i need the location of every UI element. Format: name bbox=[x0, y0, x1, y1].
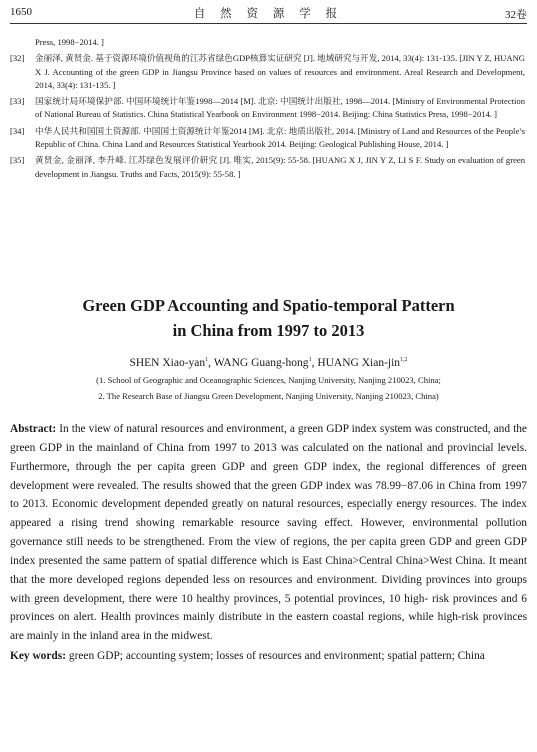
reference-text: Press, 1998−2014. ] bbox=[35, 37, 104, 47]
reference-item bbox=[10, 154, 525, 181]
reference-text: 黄贤金, 金丽泽, 李升峰. 江苏绿色发展评价研究 [J]. 唯实, 2015(9): 55-58. [HUANG X J, JIN Y Z, LI S F. Study on evaluation of green development in Jiangsu. Truths and Facts, 2015(9): 55-58. ] bbox=[35, 155, 525, 179]
abstract-text: In the view of natural resources and environment, a green GDP index system was constructed, and the green GDP in the mainland of China from 1997 to 2013 was calculated on the national and provincial levels. Furthermore, through the per capita green GDP and green GDP index, the regional differences of green development were revealed. The results showed that the green GDP index was 78.99−87.06 in China from 1997 to 2013. Economic development depended greatly on natural resources, especially energy resources. The index appeared a rising trend showing remarkable resource saving effect. However, environmental pollution governance still needs to be strengthened. From the view of regions, the per capita green GDP and green GDP index presented the same pattern of spatial difference which is East China>Central China>West China. It meant that the more developed regions depended less on resources and environment. Dividing provinces into groups with green development, there were 10 healthy provinces, 5 potential provinces, 10 high- risk provinces and 6 provinces on alert. Health provinces mainly distribute in the eastern coastal regions, while high-risk provinces are mainly in the inland area in the midwest. bbox=[10, 423, 527, 643]
reference-item bbox=[10, 36, 525, 49]
author-line bbox=[0, 357, 537, 369]
journal-name: 自 然 资 源 学 报 bbox=[193, 8, 344, 20]
keywords-paragraph bbox=[10, 647, 527, 666]
abstract-paragraph bbox=[10, 420, 527, 646]
affiliation: (1. School of Geographic and Oceanographic Sciences, Nanjing University, Nanjing 210023, China; bbox=[96, 375, 441, 385]
title-line: in China from 1997 to 2013 bbox=[172, 321, 365, 340]
reference-text: 金丽泽, 黄贤金. 基于资源环境价值视角的江苏省绿色GDP核算实证研究 [J]. 地域研究与开发, 2014, 33(4): 131-135. [JIN Y Z, HUANG X J. Accounting of the green GDP in Jiangsu Province based on values of resources and environment. Areal Research and Development, 2014, 33(4): 131-135. ] bbox=[35, 53, 525, 90]
author-affiliation-mark: 1 bbox=[308, 357, 312, 364]
author-affiliation-mark: 1,2 bbox=[400, 357, 408, 364]
page-number: 1650 bbox=[10, 6, 32, 18]
reference-number: [32] bbox=[10, 53, 25, 64]
running-header bbox=[10, 4, 527, 22]
reference-item bbox=[10, 95, 525, 122]
header-rule bbox=[10, 23, 527, 24]
reference-text: 国家统计局环境保护部. 中国环境统计年鉴1998—2014 [M]. 北京: 中国统计出版社, 1998—2014. [Ministry of Environmental Protection of National Bureau of Statistics. China Statistical Yearbook on Environment 1998−2014. Beijing: China Statistics Press, 1998−2014. ] bbox=[35, 96, 525, 120]
reference-list bbox=[10, 36, 525, 184]
keywords-label: Key words bbox=[10, 650, 63, 663]
article-title bbox=[0, 293, 537, 343]
reference-item bbox=[10, 125, 525, 152]
author-affiliation-mark: 1 bbox=[205, 357, 209, 364]
reference-number: [34] bbox=[10, 125, 25, 136]
keywords-text: green GDP; accounting system; losses of resources and environment; spatial pattern; China bbox=[68, 650, 485, 663]
volume-label: 32卷 bbox=[505, 9, 527, 21]
reference-text: 中华人民共和国国土资源部. 中国国土资源统计年鉴2014 [M]. 北京: 地质出版社, 2014. [Ministry of Land and Resources of the People’s Republic of China. China Land and Resources Statistical Yearbook 2014. Beijing: Geological Publishing House, 2014. ] bbox=[35, 125, 525, 150]
author-separator: , bbox=[311, 357, 318, 369]
reference-item bbox=[10, 52, 525, 92]
abstract-block bbox=[10, 420, 527, 666]
author-name: WANG Guang-hong bbox=[213, 357, 309, 369]
author-name: SHEN Xiao-yan bbox=[129, 357, 206, 369]
author-name: HUANG Xian-jin bbox=[317, 357, 401, 369]
title-line: Green GDP Accounting and Spatio-temporal Pattern bbox=[82, 296, 455, 315]
affiliation: 2. The Research Base of Jiangsu Green Development, Nanjing University, Nanjing 210023, China) bbox=[98, 391, 439, 401]
abstract-label: Abstract: bbox=[10, 423, 57, 435]
author-separator: , bbox=[208, 357, 214, 369]
reference-number: [33] bbox=[10, 96, 25, 107]
reference-number: [35] bbox=[10, 155, 25, 166]
keywords-colon: : bbox=[62, 650, 69, 663]
